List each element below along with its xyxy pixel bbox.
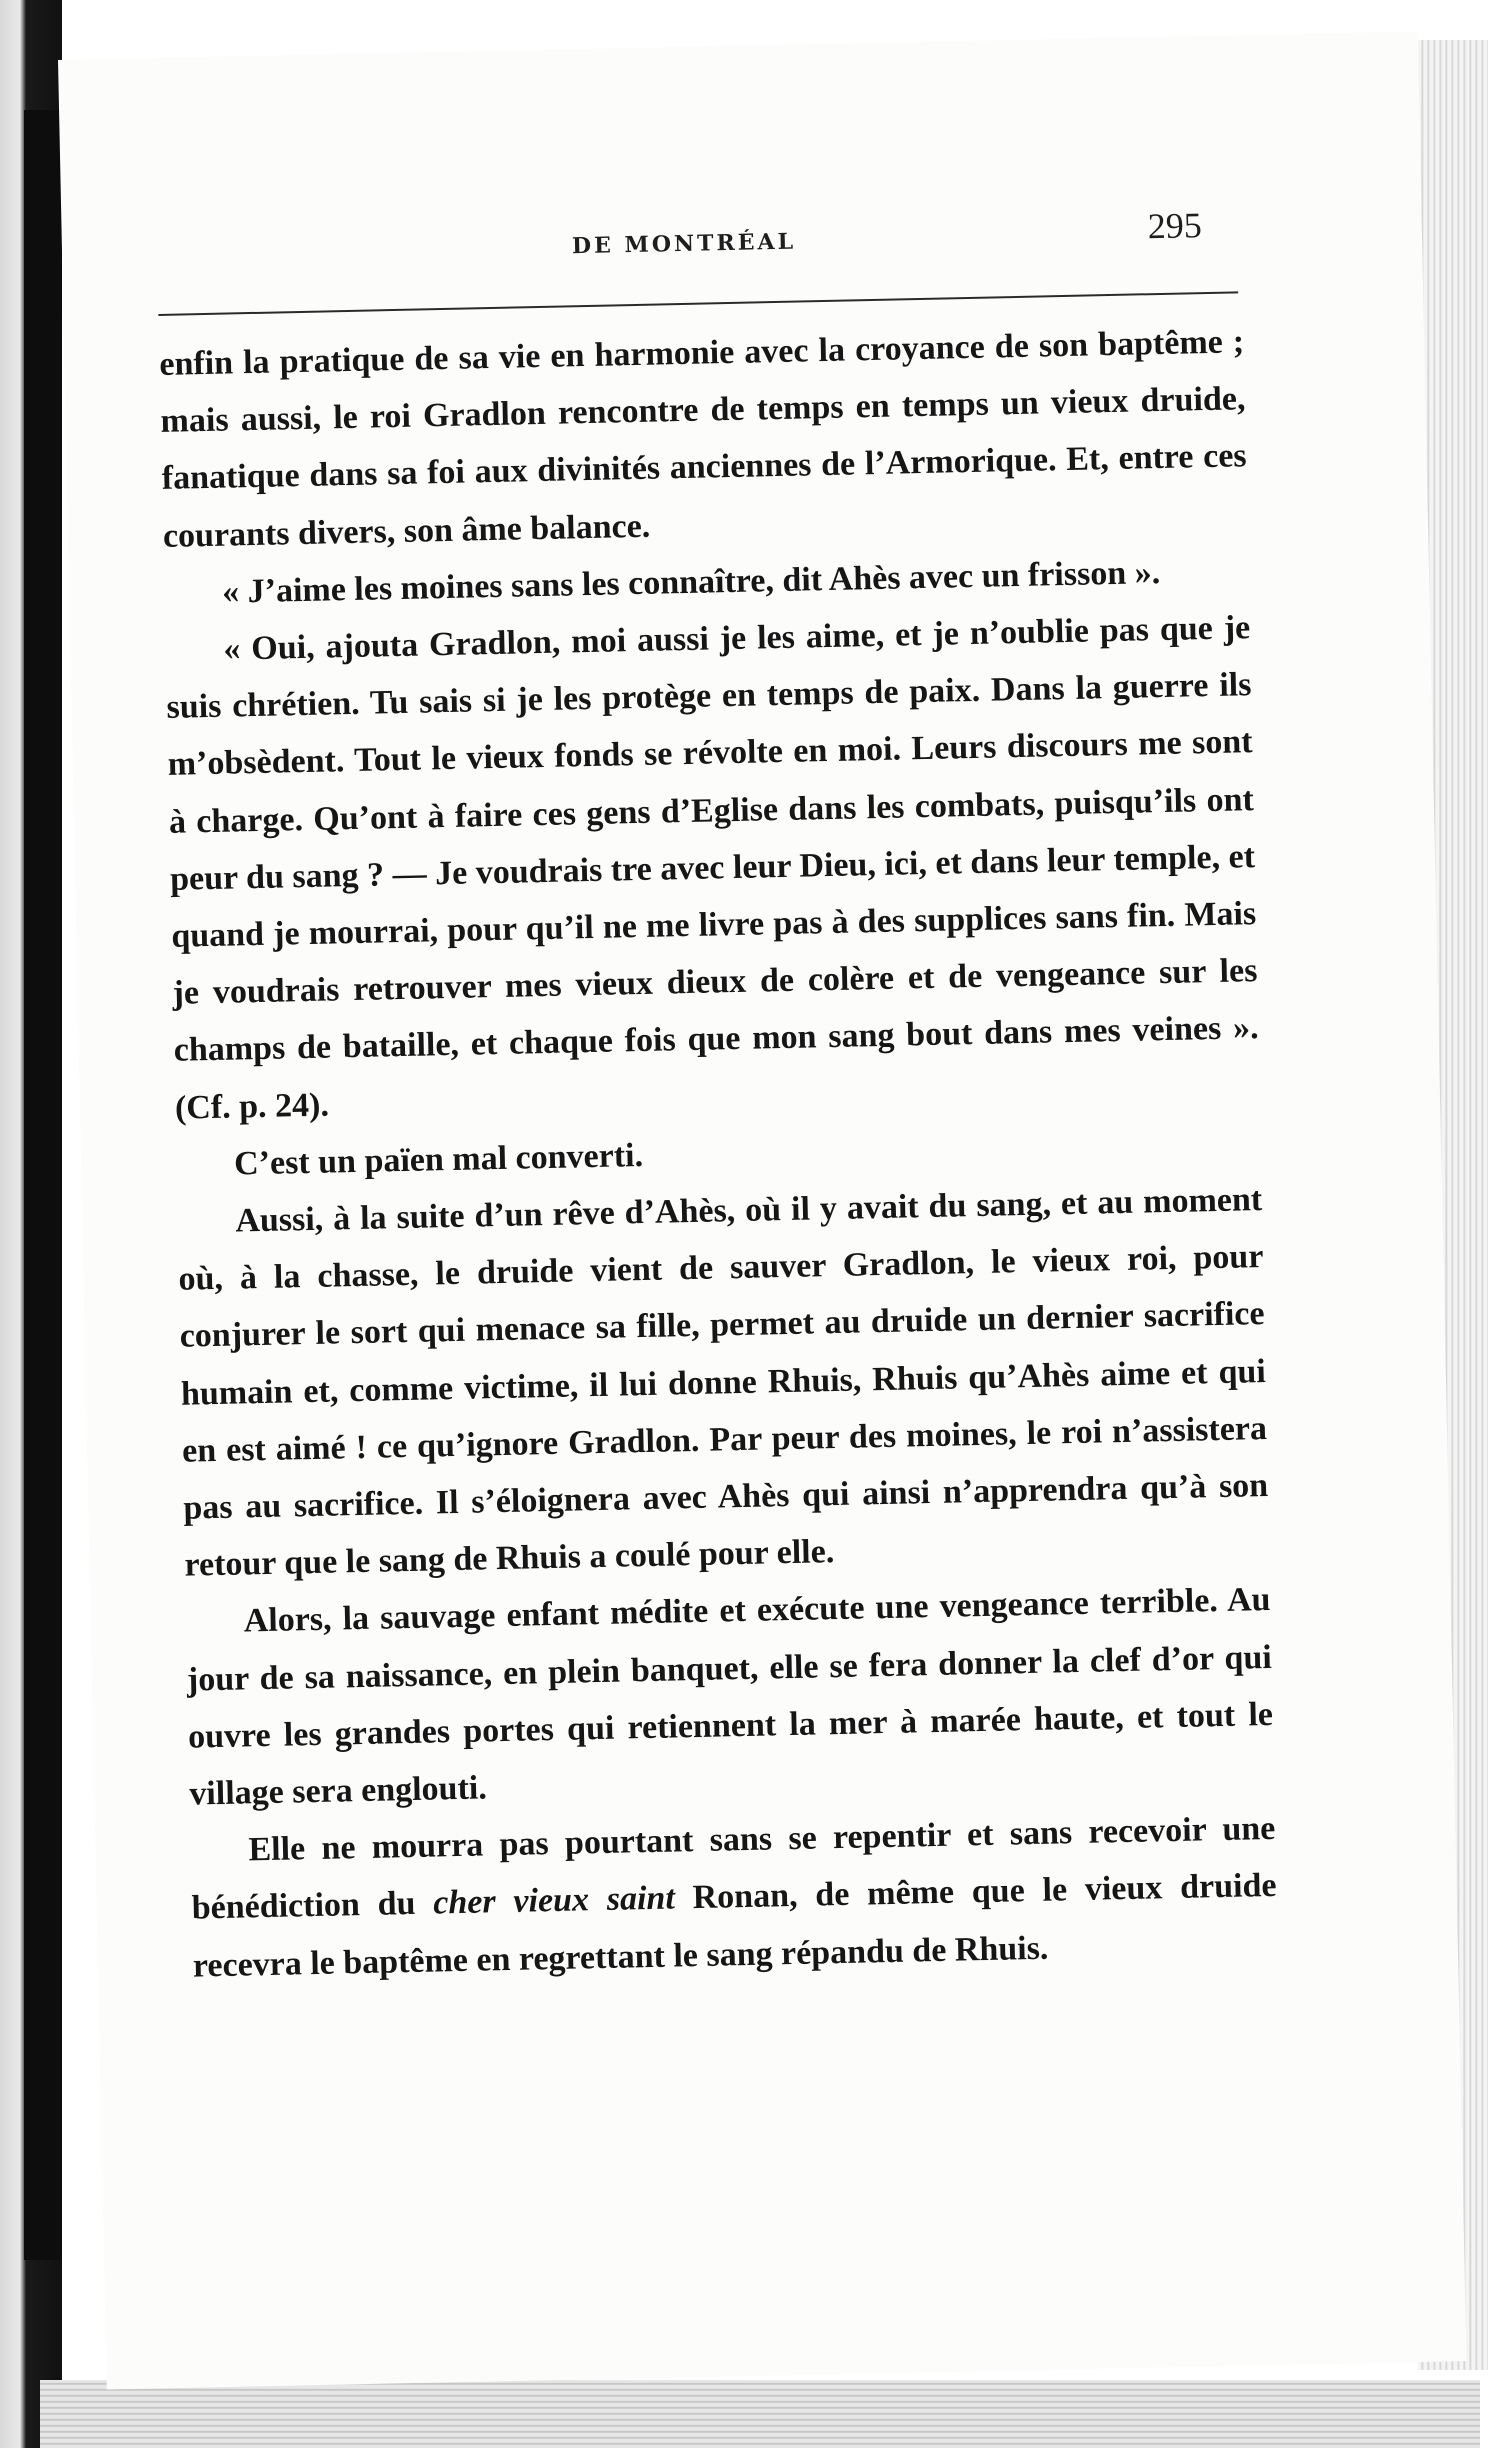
page-header	[152, 205, 1243, 274]
running-title: DE MONTRÉAL	[571, 228, 797, 260]
paragraph-3: « Oui, ajouta Gradlon, moi aussi je les aime, et je n’oublie pas que je suis chrétien. Tu sais si je les protège en temps de paix. Dans la guerre ils m’obsèdent. Tout le vieux fonds se révolte en moi. Leurs discours me sont à charge. Qu’ont à faire ces gens d’Eglise dans les combats, puisqu’ils ont peur du sang ? — Je voudrais tre avec leur Dieu, ici, et dans leur temple, et quand je mourrai, pour qu’il ne me livre pas à des supplices sans fin. Mais je voudrais retrouver mes vieux dieux de colère et de vengeance sur les champs de bataille, et chaque fois que mon sang bout dans mes veines ». (Cf. p. 24).	[166, 609, 1259, 1127]
paragraph-1: enfin la pratique de sa vie en harmonie avec la croyance de son baptême ; mais aussi, le roi Gradlon rencontre de temps en temps un vieux druide, fanatique dans sa foi aux divinités anciennes de l’Armorique. Et, entre ces courants divers, son âme balance.	[159, 323, 1247, 555]
page-number: 295	[1147, 205, 1203, 247]
paragraph-5: Aussi, à la suite d’un rêve d’Ahès, où il y avait du sang, et au moment où, à la chasse, le druide vient de sauver Gradlon, le vieux roi, pour conjurer le sort qui menace sa fille, permet au druide un dernier sacrifice humain et, comme victime, il lui donne Rhuis, Rhuis qu’Ahès aime et qui en est aimé ! ce qu’ignore Gradlon. Par peur des moines, le roi n’assistera pas au sacrifice. Il s’éloignera avec Ahès qui ainsi n’apprendra qu’à son retour que le sang de Rhuis a coulé pour elle.	[178, 1181, 1269, 1584]
header-rule	[158, 291, 1238, 316]
paragraph-7-start: Elle ne mourra pas pourtant sans se repentir et sans recevoir une bénédiction du	[191, 1810, 1276, 1928]
page-body	[159, 313, 1279, 1994]
binding-shadow	[24, 110, 62, 2260]
paragraph-4: C’est un païen mal converti.	[233, 1136, 644, 1183]
paragraph-6: Alors, la sauvage enfant médite et exécute une vengeance terrible. Au jour de sa naissance, en plein banquet, elle se fera donner la clef d’or qui ouvre les grandes portes qui retiennent la mer à marée haute, et tout le village sera englouti.	[186, 1581, 1274, 1813]
paragraph-2: « J’aime les moines sans les connaître, dit Ahès avec un frisson ».	[221, 553, 1161, 611]
bottom-page-stack	[40, 2380, 1480, 2448]
paragraph-7-end: Ronan, de même que le vieux druide recevra le baptême en regrettant le sang répandu de Rhuis.	[192, 1867, 1277, 1985]
paragraph-7	[190, 1800, 1278, 1994]
paragraph-7-italic: cher vieux saint	[432, 1879, 676, 1923]
book-page	[58, 32, 1466, 2390]
